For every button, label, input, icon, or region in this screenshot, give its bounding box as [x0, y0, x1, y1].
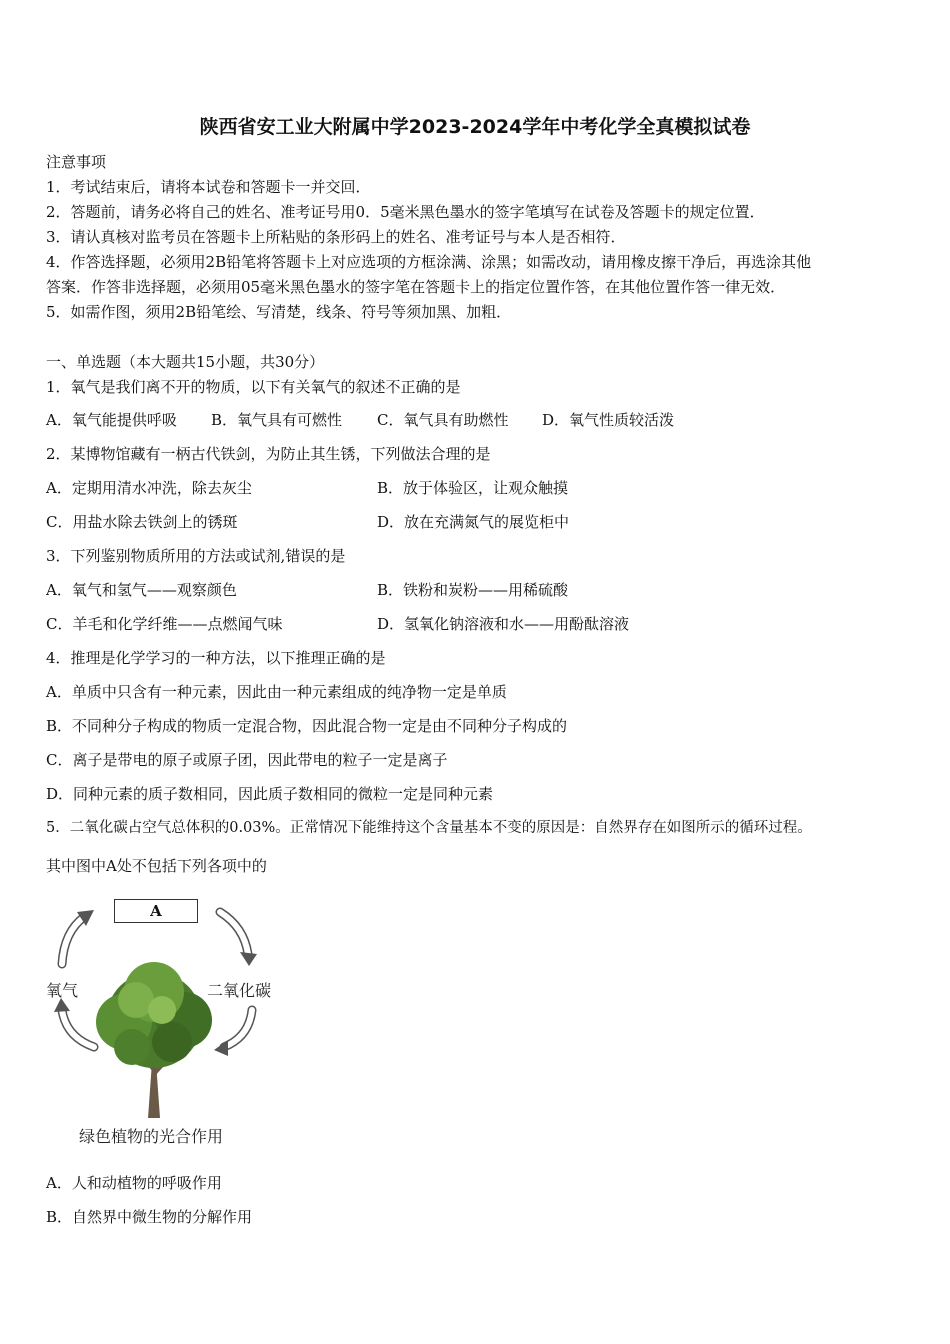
- q5-option-b: B．自然界中微生物的分解作用: [46, 1208, 253, 1226]
- question-5-stem-cont: 其中图中A处不包括下列各项中的: [46, 857, 267, 875]
- q3-option-c: C．羊毛和化学纤维——点燃闻气味: [46, 615, 283, 633]
- q4-option-b: B．不同种分子构成的物质一定混合物，因此混合物一定是由不同种分子构成的: [46, 717, 568, 735]
- q1-option-a: A．氧气能提供呼吸: [46, 411, 177, 429]
- q4-option-a: A．单质中只含有一种元素，因此由一种元素组成的纯净物一定是单质: [46, 683, 507, 701]
- notice-heading: 注意事项: [46, 153, 107, 171]
- notice-item: 1．考试结束后，请将本试卷和答题卡一并交回．: [46, 178, 371, 196]
- q1-option-d: D．氧气性质较活泼: [542, 411, 675, 429]
- notice-item: 3．请认真核对监考员在答题卡上所粘贴的条形码上的姓名、准考证号与本人是否相符．: [46, 228, 626, 246]
- notice-item: 4．作答选择题，必须用2B铅笔将答题卡上对应选项的方框涂满、涂黑；如需改动，请用橡皮擦干净后，再选涂其他: [46, 253, 812, 271]
- question-4-stem: 4．推理是化学学习的一种方法，以下推理正确的是: [46, 649, 386, 667]
- q4-option-d: D．同种元素的质子数相同，因此质子数相同的微粒一定是同种元素: [46, 785, 494, 803]
- notice-item: 2．答题前，请务必将自己的姓名、准考证号用0．5毫米黑色墨水的签字笔填写在试卷及答题卡的规定位置．: [46, 203, 765, 221]
- q1-option-b: B．氧气具有可燃性: [211, 411, 343, 429]
- q2-option-a: A．定期用清水冲洗，除去灰尘: [46, 479, 252, 497]
- q5-option-a: A．人和动植物的呼吸作用: [46, 1174, 222, 1192]
- q2-option-b: B．放于体验区，让观众触摸: [377, 479, 569, 497]
- question-5-stem: 5．二氧化碳占空气总体积的0.03%。正常情况下能维持这个含量基本不变的原因是：自然界存在如图所示的循环过程。: [46, 820, 812, 836]
- q4-option-c: C．离子是带电的原子或原子团，因此带电的粒子一定是离子: [46, 751, 448, 769]
- curved-arrow-icon: [62, 910, 94, 964]
- box-a: A: [114, 899, 198, 923]
- carbon-cycle-diagram: [44, 892, 294, 1152]
- question-2-stem: 2．某博物馆藏有一柄古代铁剑，为防止其生锈，下列做法合理的是: [46, 445, 491, 463]
- page-title: 陕西省安工业大附属中学2023-2024学年中考化学全真模拟试卷: [199, 116, 751, 138]
- cycle-arrows: [44, 892, 294, 1152]
- q3-option-a: A．氧气和氢气——观察颜色: [46, 581, 237, 599]
- tree-icon: [96, 962, 212, 1118]
- curved-arrow-icon: [214, 1010, 252, 1056]
- q2-option-c: C．用盐水除去铁剑上的锈斑: [46, 513, 238, 531]
- curved-arrow-icon: [220, 912, 257, 966]
- label-photosynthesis: 绿色植物的光合作用: [79, 1127, 224, 1146]
- notice-item: 答案．作答非选择题，必须用05毫米黑色墨水的签字笔在答题卡上的指定位置作答，在其他位置作答一律无效．: [46, 278, 786, 296]
- q3-option-d: D．氢氧化钠溶液和水——用酚酞溶液: [377, 615, 630, 633]
- label-co2: 二氧化碳: [207, 981, 272, 1000]
- curved-arrow-icon: [54, 998, 94, 1047]
- label-oxygen: 氧气: [46, 981, 79, 1000]
- notice-item: 5．如需作图，须用2B铅笔绘、写清楚，线条、符号等须加黑、加粗．: [46, 303, 512, 321]
- question-3-stem: 3．下列鉴别物质所用的方法或试剂,错误的是: [46, 547, 346, 565]
- q1-option-c: C．氧气具有助燃性: [377, 411, 509, 429]
- question-1-stem: 1．氧气是我们离不开的物质，以下有关氧气的叙述不正确的是: [46, 378, 461, 396]
- q2-option-d: D．放在充满氮气的展览柜中: [377, 513, 570, 531]
- q3-option-b: B．铁粉和炭粉——用稀硫酸: [377, 581, 569, 599]
- section-heading: 一、单选题（本大题共15小题，共30分）: [46, 353, 325, 371]
